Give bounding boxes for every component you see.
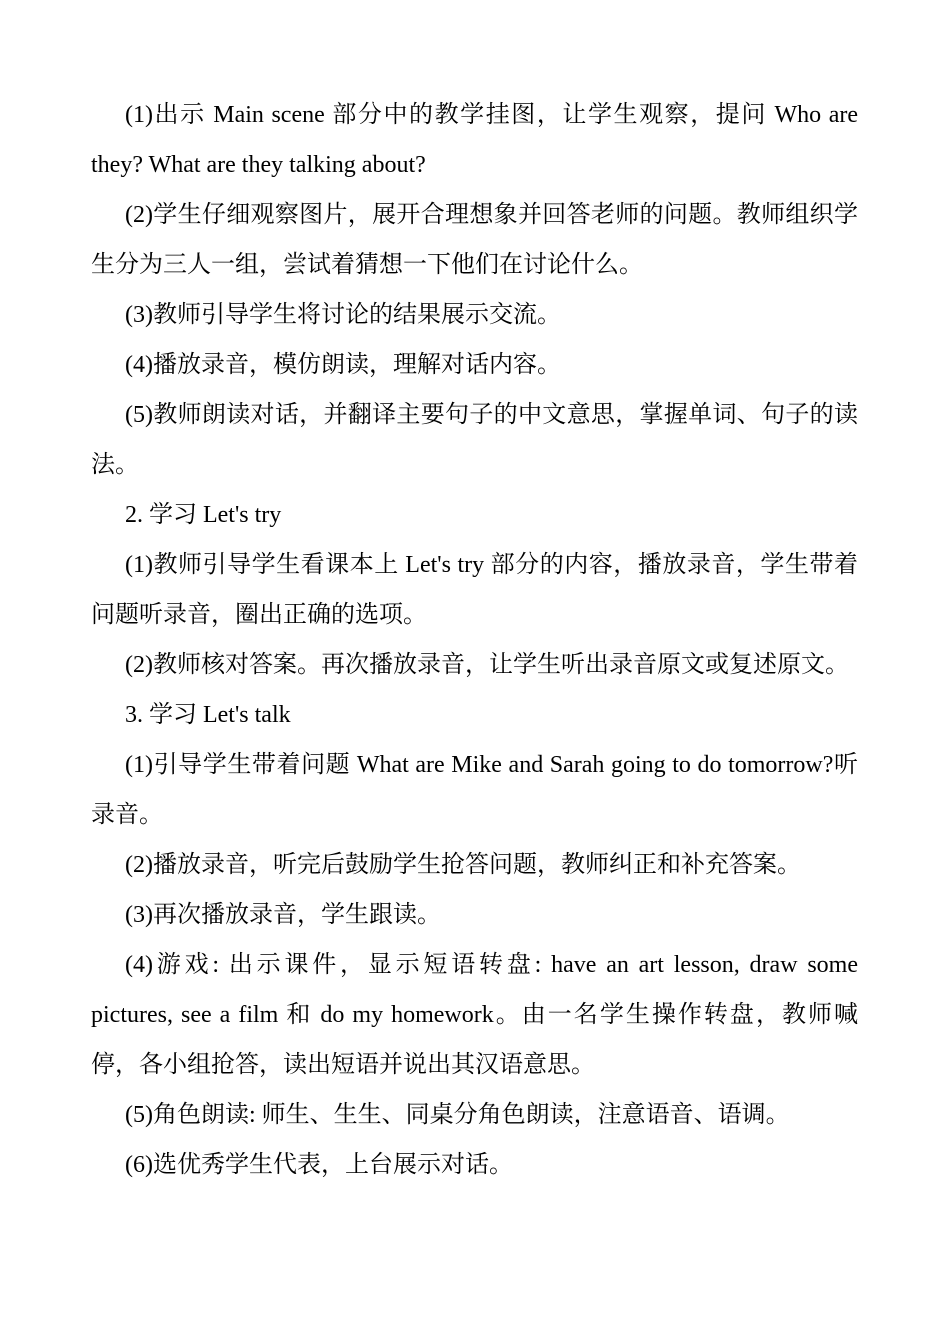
section-heading-lets-talk: 3. 学习 Let's talk <box>125 702 291 728</box>
paragraph-step-1-2: (2)学生仔细观察图片，展开合理想象并回答老师的问题。教师组织学生分为三人一组，尝试着猜想一下他们在讨论什么。 <box>91 202 858 278</box>
paragraph-step-1-5: (5)教师朗读对话，并翻译主要句子的中文意思，掌握单词、句子的读法。 <box>91 402 858 478</box>
paragraph-step-3-2: (2)播放录音，听完后鼓励学生抢答问题，教师纠正和补充答案。 <box>125 852 801 878</box>
paragraph-step-1-4: (4)播放录音，模仿朗读，理解对话内容。 <box>125 352 561 378</box>
paragraph-step-3-3: (3)再次播放录音，学生跟读。 <box>125 902 441 928</box>
paragraph-step-1-3: (3)教师引导学生将讨论的结果展示交流。 <box>125 302 561 328</box>
paragraph-step-3-5: (5)角色朗读: 师生、生生、同桌分角色朗读，注意语音、语调。 <box>125 1102 790 1128</box>
section-heading-lets-try: 2. 学习 Let's try <box>125 502 282 528</box>
paragraph-step-2-2: (2)教师核对答案。再次播放录音，让学生听出录音原文或复述原文。 <box>125 652 849 678</box>
paragraph-step-1-1: (1)出示 Main scene 部分中的教学挂图，让学生观察，提问 Who are they? What are they talking about? <box>91 102 858 178</box>
paragraph-step-3-6: (6)选优秀学生代表，上台展示对话。 <box>125 1152 513 1178</box>
paragraph-step-3-4: (4)游戏: 出示课件，显示短语转盘: have an art lesson, draw some pictures, see a film 和 do my homework。由一名学生操作转盘，教师喊停，各小组抢答，读出短语并说出其汉语意思。 <box>91 952 858 1078</box>
paragraph-step-3-1: (1)引导学生带着问题 What are Mike and Sarah going to do tomorrow?听录音。 <box>91 752 858 828</box>
paragraph-step-2-1: (1)教师引导学生看课本上 Let's try 部分的内容，播放录音，学生带着问题听录音，圈出正确的选项。 <box>91 552 858 628</box>
